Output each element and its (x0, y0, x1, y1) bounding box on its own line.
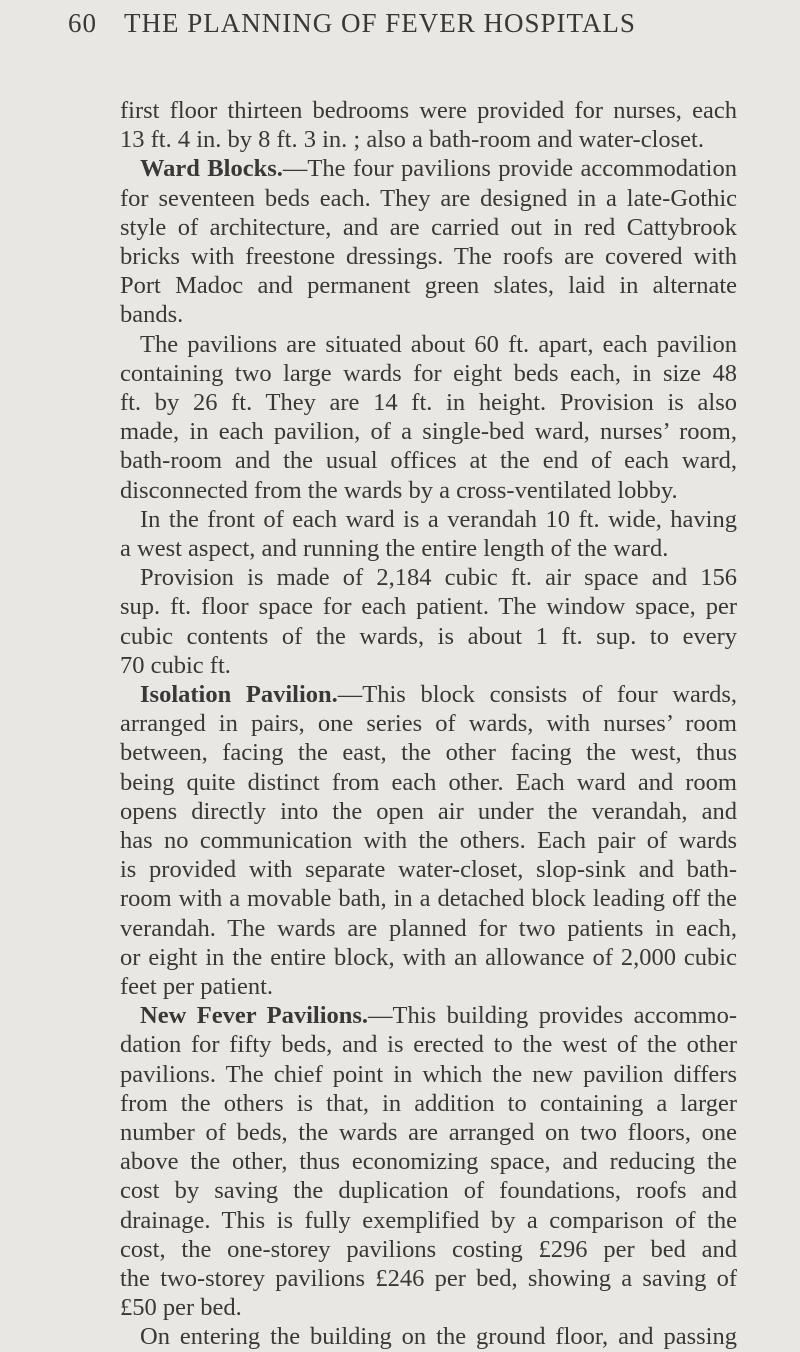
line-text: made, in each pavilion, of a single-bed ward, nurses’ room, (120, 418, 737, 446)
line-text: cost, the one-storey pavilions costing £296 per bed and (120, 1235, 737, 1263)
line-text: 70 cubic ft. (120, 651, 231, 679)
line-text: dation for fifty beds, and is erected to the west of the other (120, 1031, 737, 1059)
line-text: cost by saving the duplication of foundations, roofs and (120, 1177, 737, 1205)
line-text: bands. (120, 301, 184, 329)
line-text: Port Madoc and permanent green slates, laid in alternate (120, 272, 737, 300)
text-line (120, 826, 737, 856)
line-text: opens directly into the open air under the verandah, and (120, 797, 737, 825)
text-line (140, 505, 737, 535)
text-line (120, 417, 737, 447)
line-text: In the front of each ward is a verandah 10 ft. wide, having (140, 505, 737, 533)
running-title: THE PLANNING OF FEVER HOSPITALS (124, 8, 636, 38)
text-line (120, 271, 737, 301)
text-line (120, 1147, 737, 1177)
line-text: for seventeen beds each. They are designed in a late-Gothic (120, 184, 737, 212)
text-line (120, 1118, 737, 1148)
page-number: 60 (68, 8, 97, 38)
line-text: containing two large wards for eight beds each, in size 48 (120, 359, 737, 387)
line-text: number of beds, the wards are arranged on two floors, one (120, 1119, 737, 1146)
line-text: above the other, thus economizing space, and reducing the (120, 1148, 737, 1176)
line-text: drainage. This is fully exemplified by a comparison of the (120, 1206, 737, 1234)
text-line (120, 651, 737, 681)
line-text: room with a movable bath, in a detached block leading off the (120, 885, 737, 913)
line-text: —This block consists of four wards, (337, 681, 737, 708)
text-line (120, 592, 737, 622)
text-line (120, 797, 737, 827)
text-line (120, 388, 737, 418)
running-head (68, 6, 748, 40)
line-text: 13 ft. 4 in. by 8 ft. 3 in. ; also a bath-room and water-closet. (120, 126, 704, 154)
text-line (120, 738, 737, 768)
text-line (140, 563, 737, 593)
text-line (120, 914, 737, 944)
line-text: —This building provides accommo- (368, 1002, 737, 1030)
text-line (120, 125, 737, 155)
text-line (120, 96, 737, 126)
line-text: the two-storey pavilions £246 per bed, showing a saving of (120, 1265, 737, 1292)
line-text: from the others is that, in addition to containing a larger (120, 1089, 737, 1117)
text-line (120, 242, 737, 272)
text-line (140, 154, 737, 184)
line-text: feet per patient. (120, 973, 274, 1000)
line-text: Provision is made of 2,184 cubic ft. air space and 156 (140, 564, 737, 592)
line-text: style of architecture, and are carried out in red Cattybrook (120, 213, 737, 241)
text-line (120, 709, 737, 739)
text-line (120, 476, 737, 506)
text-line (120, 213, 737, 243)
text-line (140, 680, 737, 710)
line-text: bricks with freestone dressings. The roofs are covered with (120, 243, 737, 270)
text-line (120, 359, 737, 389)
line-text: between, facing the east, the other facing the west, thus (120, 739, 737, 767)
text-line (120, 943, 737, 973)
text-line (120, 1089, 737, 1119)
line-text: ft. by 26 ft. They are 14 ft. in height. Provision is also (120, 389, 737, 416)
text-line (120, 1060, 737, 1090)
text-line (120, 1030, 737, 1060)
text-line (140, 1322, 737, 1352)
section-heading: New Fever Pavilions. (140, 1002, 369, 1030)
text-line (120, 534, 737, 564)
line-text: pavilions. The chief point in which the new pavilion differs (120, 1060, 737, 1088)
text-line (140, 330, 737, 360)
text-line (120, 1264, 737, 1294)
line-text: cubic contents of the wards, is about 1 ft. sup. to every (120, 622, 737, 650)
text-line (140, 1001, 737, 1031)
line-text: £50 per bed. (120, 1294, 242, 1322)
line-text: a west aspect, and running the entire length of the ward. (120, 535, 669, 562)
line-text: has no communication with the others. Each pair of wards (120, 827, 737, 854)
text-line (120, 768, 737, 798)
text-line (120, 1235, 737, 1265)
line-text: first floor thirteen bedrooms were provided for nurses, each (120, 97, 737, 124)
text-line (120, 855, 737, 885)
line-text: The pavilions are situated about 60 ft. apart, each pavilion (140, 330, 737, 358)
line-text: —The four pavilions provide accommodation (282, 155, 737, 183)
text-line (120, 446, 737, 476)
text-line (120, 884, 737, 914)
line-text: verandah. The wards are planned for two patients in each, (120, 914, 737, 942)
line-text: being quite distinct from each other. Each ward and room (120, 768, 737, 796)
text-line (120, 300, 737, 330)
line-text: sup. ft. floor space for each patient. The window space, per (120, 593, 737, 621)
text-line (120, 972, 737, 1002)
text-line (120, 1293, 737, 1323)
text-line (120, 1206, 737, 1236)
line-text: bath-room and the usual offices at the end of each ward, (120, 447, 737, 475)
section-heading: Isolation Pavilion. (140, 681, 338, 708)
line-text: On entering the building on the ground floor, and passing (140, 1323, 737, 1351)
line-text: or eight in the entire block, with an allowance of 2,000 cubic (120, 943, 737, 971)
line-text: arranged in pairs, one series of wards, with nurses’ room (120, 710, 737, 738)
section-heading: Ward Blocks. (140, 155, 283, 183)
line-text: is provided with separate water-closet, slop-sink and bath- (120, 856, 737, 884)
line-text: disconnected from the wards by a cross-ventilated lobby. (120, 476, 678, 504)
text-line (120, 184, 737, 214)
text-line (120, 1176, 737, 1206)
text-line (120, 622, 737, 652)
